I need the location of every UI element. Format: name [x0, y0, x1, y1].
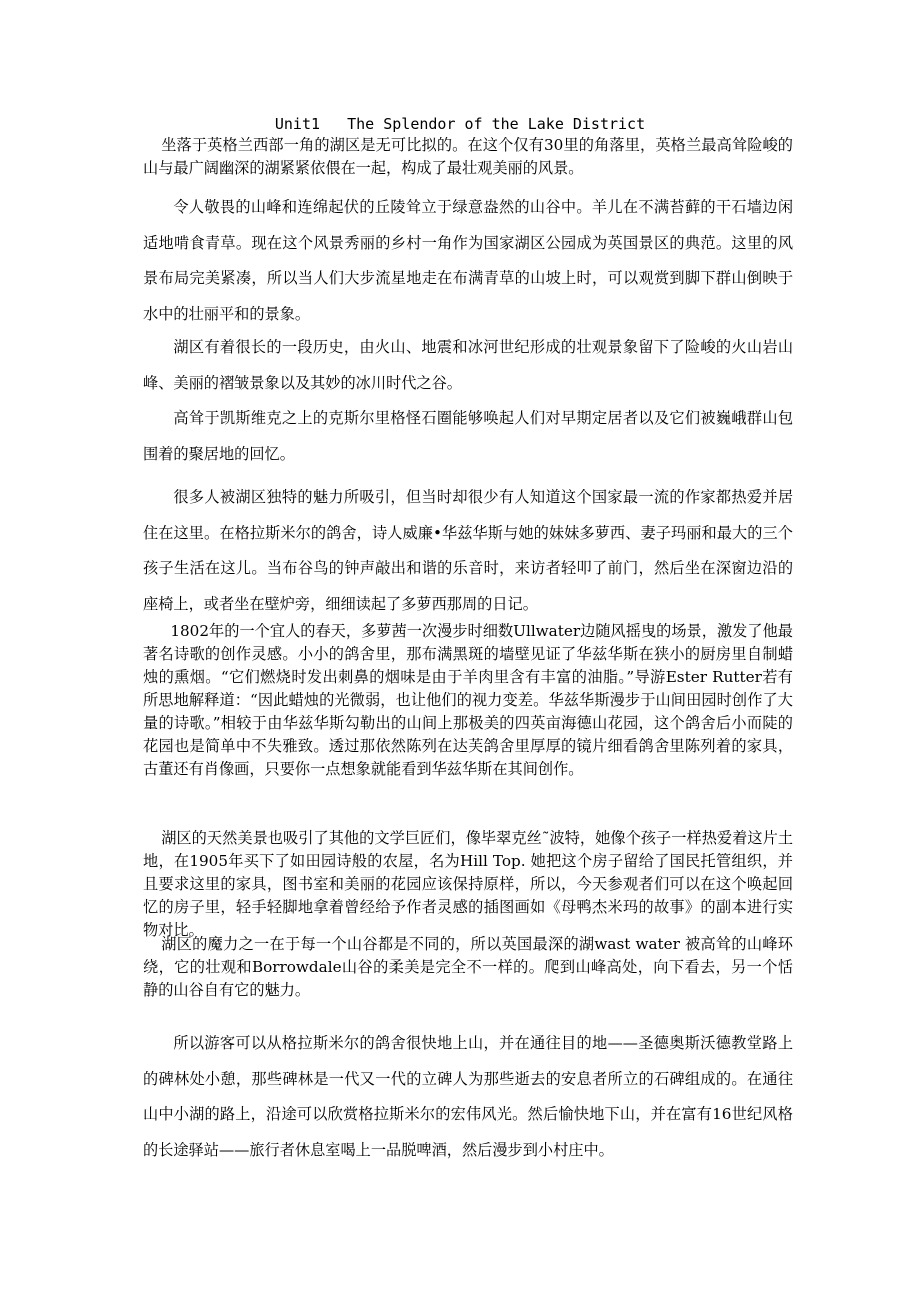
paragraph-dove-cottage: 1802年的一个宜人的春天，多萝茜一次漫步时细数Ullwater边随风摇曳的场景，激发了他最著名诗歌的创作灵感。小小的鸽舍里，那布满黑斑的墙壁见证了华兹华斯在狭小的厨房里自制蜡烛的熏烟。“它们燃烧时发出刺鼻的烟味是由于羊肉里含有丰富的油脂。”导游Ester Rutter若有所思地解释道：“因此蜡烛的光微弱，也让他们的视力变差。华兹华斯漫步于山间田园时创作了大量的诗歌。”相较于由华兹华斯勾勒出的山间上那极美的四英亩海德山花园，这个鸽舍后小而陡的花园也是简单中不失雅致。透过那依然陈列在达芙鸽舍里厚厚的镜片细看鸽舍里陈列着的家具，古董还有肖像画，只要你一点想象就能看到华兹华斯在其间创作。	[143, 622, 793, 778]
paragraph-intro: 坐落于英格兰西部一角的湖区是无可比拟的。在这个仅有30里的角落里，英格兰最高耸险峻的山与最广阔幽深的湖紧紧依偎在一起，构成了最壮观美丽的风景。	[143, 136, 793, 177]
paragraph-walk: 所以游客可以从格拉斯米尔的鸽舍很快地上山，并在通往目的地——圣德奥斯沃德教堂路上的碑林处小憩，那些碑林是一代又一代的立碑人为那些逝去的安息者所立的石碑组成的。在通往山中小湖的路上，沿途可以欣赏格拉斯米尔的宏伟风光。然后愉快地下山，并在富有16世纪风格的长途驿站——旅行者休息室喝上一品脱啤酒，然后漫步到小村庄中。	[143, 1034, 793, 1159]
paragraph-wordsworth: 很多人被湖区独特的魅力所吸引，但当时却很少有人知道这个国家最一流的作家都热爱并居住在这里。在格拉斯米尔的鸽舍，诗人威廉•华兹华斯与她的妹妹多萝西、妻子玛丽和最大的三个孩子生活在这儿。当布谷鸟的钟声敲出和谐的乐音时，来访者轻叩了前门，然后坐在深窗边沿的座椅上，或者坐在壁炉旁，细细读起了多萝西那周的日记。	[143, 488, 793, 613]
paragraph-history: 湖区有着很长的一段历史，由火山、地震和冰河世纪形成的壮观景象留下了险峻的火山岩山峰、美丽的褶皱景象以及其妙的冰川时代之谷。	[143, 338, 793, 392]
paragraph-scenery: 令人敬畏的山峰和连绵起伏的丘陵耸立于绿意盎然的山谷中。羊儿在不满苔藓的干石墙边闲适地啃食青草。现在这个风景秀丽的乡村一角作为国家湖区公园成为英国景区的典范。这里的风景布局完美紧凑，所以当人们大步流星地走在布满青草的山坡上时，可以观赏到脚下群山倒映于水中的壮丽平和的景象。	[143, 198, 793, 323]
paragraph-stone-circle: 高耸于凯斯维克之上的克斯尔里格怪石圈能够唤起人们对早期定居者以及它们被巍峨群山包围着的聚居地的回忆。	[143, 409, 793, 463]
document-title: Unit1 The Splendor of the Lake District	[274, 115, 646, 133]
paragraph-valleys: 湖区的魔力之一在于每一个山谷都是不同的，所以英国最深的湖wast water 被高耸的山峰环绕，它的壮观和Borrowdale山谷的柔美是完全不一样的。爬到山峰高处，向下看去，另一个恬静的山谷自有它的魅力。	[143, 935, 793, 999]
paragraph-beatrix-potter: 湖区的天然美景也吸引了其他的文学巨匠们，像毕翠克丝˜波特，她像个孩子一样热爱着这片土地，在1905年买下了如田园诗般的农屋，名为Hill Top. 她把这个房子留给了国民托管组织，并且要求这里的家具，图书室和美丽的花园应该保持原样，所以，今天参观者们可以在这个唤起回忆的房子里，轻手轻脚地拿着曾经给予作者灵感的插图画如《母鸭杰米玛的故事》的副本进行实物对比。	[143, 829, 793, 939]
